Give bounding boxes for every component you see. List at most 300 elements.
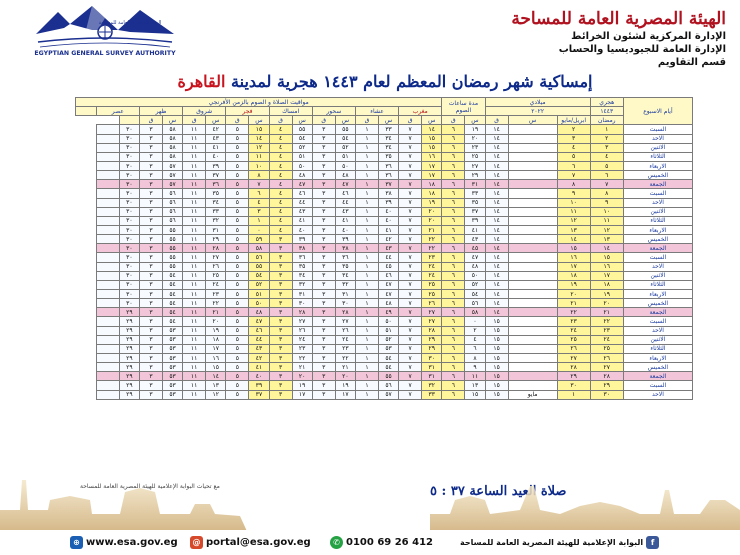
table-row	[76, 381, 693, 390]
cell-isha-m: ٣٦	[378, 161, 398, 170]
cell-imsak-h: ٣	[312, 198, 335, 207]
cell-suhoor-m: ٣٤	[335, 271, 355, 280]
cell-maghrib-m: ٢٩	[422, 335, 442, 344]
cell-maghrib-m: ٣٠	[422, 353, 442, 362]
cell-hijri: ١٠	[590, 207, 623, 216]
cell-fajr-m: ٤٧	[249, 317, 269, 326]
cell-fajr-h: ٣	[269, 253, 292, 262]
cell-dhuhr-m: ٥٣	[162, 390, 182, 399]
sub-suhoor-s: س	[378, 116, 398, 125]
cell-shorouk-m: ٣٧	[206, 171, 226, 180]
cell-month	[508, 271, 557, 280]
cell-dhuhr-m: ٥٦	[162, 207, 182, 216]
cell-imsak-m: ٤٠	[292, 225, 312, 234]
cell-dhuhr-h: ١١	[183, 143, 206, 152]
cell-miladi: ٢	[557, 125, 590, 134]
sub-fajr-s: س	[292, 116, 312, 125]
cell-shorouk-m: ٣٣	[206, 207, 226, 216]
cell-dhuhr-h: ١١	[183, 207, 206, 216]
cell-suhoor-h: ١	[355, 235, 378, 244]
cell-maghrib-h: ٦	[442, 161, 465, 170]
sub-asr-q: ق	[139, 116, 162, 125]
footer-facebook[interactable]: f البوابة الإعلامية للهيئة المصرية العامة للمساحة	[460, 536, 659, 549]
cell-imsak-h: ٣	[312, 381, 335, 390]
cell-maghrib-m: ٢٩	[422, 344, 442, 353]
cell-miladi: ٢١	[557, 299, 590, 308]
cell-duration-m: ٢٥	[465, 152, 485, 161]
sub-isha-q: ق	[399, 116, 422, 125]
org-sub-3: قسم التقاويم	[657, 57, 726, 68]
cell-dhuhr-m: ٥٥	[162, 253, 182, 262]
cell-isha-m: ٤٤	[378, 253, 398, 262]
table-row	[76, 189, 693, 198]
cell-dhuhr-h: ١١	[183, 353, 206, 362]
col-dhuhr-header: ظهر	[139, 107, 182, 116]
cell-maghrib-h: ٦	[442, 262, 465, 271]
cell-maghrib-m: ٣٢	[422, 381, 442, 390]
cell-maghrib-m: ٢٨	[422, 326, 442, 335]
cell-isha-m: ٥٤	[378, 353, 398, 362]
cell-maghrib-h: ٦	[442, 299, 465, 308]
cell-fajr-m: ٤٦	[249, 326, 269, 335]
cell-maghrib-h: ٦	[442, 125, 465, 134]
cell-day: الخميس	[623, 235, 692, 244]
cell-maghrib-h: ٦	[442, 198, 465, 207]
cell-suhoor-h: ١	[355, 353, 378, 362]
cell-dhuhr-h: ١١	[183, 280, 206, 289]
cell-isha-m: ٤٥	[378, 262, 398, 271]
col-hijri-header: هجري	[590, 98, 623, 107]
cell-fajr-h: ٣	[269, 372, 292, 381]
table-row	[76, 161, 693, 170]
cell-hijri: ١٤	[590, 244, 623, 253]
cell-day: السبت	[623, 189, 692, 198]
cairo-skyline-image	[0, 470, 740, 538]
cell-miladi: ٤	[557, 143, 590, 152]
cell-imsak-h: ٣	[312, 289, 335, 298]
cell-fajr-m: ٦	[249, 189, 269, 198]
cell-dhuhr-m: ٥٤	[162, 280, 182, 289]
table-row	[76, 289, 693, 298]
cell-hijri: ٣٠	[590, 390, 623, 399]
cell-suhoor-h: ١	[355, 262, 378, 271]
cell-hijri: ١	[590, 125, 623, 134]
cell-month	[508, 372, 557, 381]
cell-day: الجمعة	[623, 244, 692, 253]
cell-duration-h: ١٤	[485, 171, 508, 180]
cell-maghrib-m: ١٥	[422, 143, 442, 152]
cell-shorouk-m: ١٤	[206, 372, 226, 381]
cell-asr-h: ٣	[139, 289, 162, 298]
cell-suhoor-m: ٥٢	[335, 143, 355, 152]
cell-suhoor-m: ٢٤	[335, 335, 355, 344]
cell-maghrib-h: ٦	[442, 216, 465, 225]
cell-shorouk-m: ٢٤	[206, 280, 226, 289]
cell-imsak-h: ٣	[312, 143, 335, 152]
cell-imsak-h: ٣	[312, 161, 335, 170]
cell-isha-h: ٧	[399, 344, 422, 353]
cell-shorouk-m: ١٥	[206, 363, 226, 372]
cell-isha-m: ٥٣	[378, 344, 398, 353]
cell-asr-h: ٣	[139, 253, 162, 262]
cell-suhoor-h: ١	[355, 344, 378, 353]
cell-maghrib-m: ٢١	[422, 225, 442, 234]
cell-asr-m: ٣٠	[119, 280, 139, 289]
cell-isha-m: ٤٩	[378, 308, 398, 317]
cell-shorouk-h: ٥	[226, 344, 249, 353]
cell-blank	[96, 134, 119, 143]
cell-dhuhr-m: ٥٧	[162, 180, 182, 189]
cell-dhuhr-m: ٥٨	[162, 143, 182, 152]
cell-suhoor-m: ٤٨	[335, 171, 355, 180]
cell-hijri: ١٣	[590, 235, 623, 244]
cell-blank	[96, 198, 119, 207]
title-city: القاهرة	[177, 72, 226, 91]
table-row	[76, 317, 693, 326]
cell-isha-h: ٧	[399, 180, 422, 189]
cell-month	[508, 308, 557, 317]
cell-dhuhr-m: ٥٨	[162, 134, 182, 143]
cell-dhuhr-h: ١١	[183, 390, 206, 399]
cell-maghrib-h: ٦	[442, 152, 465, 161]
cell-imsak-m: ٣٥	[292, 262, 312, 271]
table-row	[76, 143, 693, 152]
cell-blank	[96, 289, 119, 298]
cell-duration-m: ٩	[465, 363, 485, 372]
cell-fajr-h: ٤	[269, 125, 292, 134]
cell-miladi: ١	[557, 390, 590, 399]
cell-asr-m: ٣٠	[119, 125, 139, 134]
cell-asr-m: ٣٠	[119, 244, 139, 253]
cell-maghrib-h: ٦	[442, 317, 465, 326]
cell-imsak-h: ٣	[312, 308, 335, 317]
cell-fajr-h: ٤	[269, 152, 292, 161]
cell-imsak-m: ٤٨	[292, 171, 312, 180]
cell-shorouk-h: ٥	[226, 235, 249, 244]
cell-fajr-m: ١٥	[249, 125, 269, 134]
cell-shorouk-h: ٥	[226, 390, 249, 399]
cell-shorouk-h: ٥	[226, 326, 249, 335]
cell-imsak-m: ٢٦	[292, 326, 312, 335]
cell-shorouk-h: ٥	[226, 152, 249, 161]
cell-imsak-m: ٤٦	[292, 189, 312, 198]
cell-fajr-m: ٥٨	[249, 244, 269, 253]
cell-isha-h: ٧	[399, 335, 422, 344]
cell-fajr-h: ٣	[269, 308, 292, 317]
cell-month	[508, 207, 557, 216]
cell-miladi: ٩	[557, 189, 590, 198]
cell-imsak-h: ٣	[312, 152, 335, 161]
cell-shorouk-m: ١٦	[206, 353, 226, 362]
cell-duration-m: ١١	[465, 372, 485, 381]
cell-asr-h: ٣	[139, 317, 162, 326]
cell-fajr-h: ٤	[269, 171, 292, 180]
table-row	[76, 299, 693, 308]
cell-isha-h: ٧	[399, 171, 422, 180]
cell-fajr-h: ٣	[269, 244, 292, 253]
table-row	[76, 180, 693, 189]
cell-asr-m: ٢٩	[119, 335, 139, 344]
cell-shorouk-h: ٥	[226, 289, 249, 298]
cell-suhoor-h: ١	[355, 125, 378, 134]
cell-hijri: ٢٨	[590, 372, 623, 381]
table-row	[76, 244, 693, 253]
sub-dhuhr-q: ق	[183, 116, 206, 125]
cell-maghrib-h: ٦	[442, 372, 465, 381]
cell-suhoor-m: ٣١	[335, 289, 355, 298]
title-text: إمساكية شهر رمضان المعظم لعام ١٤٤٣ هجرية لمدينة	[231, 72, 593, 91]
cell-suhoor-m: ٤٣	[335, 207, 355, 216]
cell-fajr-h: ٤	[269, 161, 292, 170]
cell-fajr-h: ٤	[269, 134, 292, 143]
cell-suhoor-h: ١	[355, 143, 378, 152]
cell-suhoor-m: ٣٥	[335, 262, 355, 271]
org-header	[426, 8, 726, 69]
cell-shorouk-m: ١٩	[206, 326, 226, 335]
cell-dhuhr-m: ٥٣	[162, 335, 182, 344]
cell-miladi: ٢٩	[557, 372, 590, 381]
cell-miladi: ١٦	[557, 253, 590, 262]
cell-suhoor-m: ٢٢	[335, 353, 355, 362]
cell-dhuhr-h: ١١	[183, 198, 206, 207]
cell-shorouk-m: ١٣	[206, 381, 226, 390]
cell-asr-h: ٣	[139, 271, 162, 280]
cell-shorouk-h: ٥	[226, 161, 249, 170]
cell-maghrib-h: ٦	[442, 189, 465, 198]
cell-maghrib-h: ٦	[442, 253, 465, 262]
cell-dhuhr-h: ١١	[183, 244, 206, 253]
cell-shorouk-m: ١٨	[206, 335, 226, 344]
cell-blank	[96, 171, 119, 180]
cell-dhuhr-h: ١١	[183, 189, 206, 198]
cell-duration-h: ١٤	[485, 161, 508, 170]
cell-suhoor-m: ٢١	[335, 363, 355, 372]
sub-ramadan: رمضان	[590, 116, 623, 125]
cell-miladi: ٢٤	[557, 326, 590, 335]
cell-fajr-h: ٣	[269, 390, 292, 399]
cell-isha-h: ٧	[399, 372, 422, 381]
sub-imsak-s: س	[335, 116, 355, 125]
cell-hijri: ٧	[590, 180, 623, 189]
cell-duration-m: ٢٠	[465, 134, 485, 143]
cell-miladi: ٢٣	[557, 317, 590, 326]
table-row	[76, 198, 693, 207]
cell-asr-m: ٣٠	[119, 161, 139, 170]
cell-miladi: ٢٥	[557, 335, 590, 344]
cell-fajr-m: ١١	[249, 152, 269, 161]
sub-fajr-q: ق	[269, 116, 292, 125]
cell-maghrib-h: ٦	[442, 271, 465, 280]
cell-duration-m: ٤٣	[465, 235, 485, 244]
cell-day: الاثنين	[623, 335, 692, 344]
cell-blank	[96, 180, 119, 189]
footer-website[interactable]: ⊕ www.esa.gov.eg	[70, 536, 178, 549]
cell-duration-m: ٤٥	[465, 244, 485, 253]
cell-duration-h: ١٥	[485, 363, 508, 372]
cell-blank	[96, 271, 119, 280]
cell-fajr-m: ١٤	[249, 134, 269, 143]
cell-fajr-m: ٧	[249, 180, 269, 189]
cell-suhoor-m: ٣٨	[335, 244, 355, 253]
cell-shorouk-h: ٥	[226, 317, 249, 326]
sub-maghrib-s: س	[465, 116, 485, 125]
cell-hijri: ٢٧	[590, 363, 623, 372]
cell-suhoor-m: ٥٠	[335, 161, 355, 170]
cell-imsak-h: ٣	[312, 171, 335, 180]
cell-fajr-h: ٤	[269, 189, 292, 198]
cell-isha-m: ٥٧	[378, 390, 398, 399]
footer-email[interactable]: @ portal@esa.gov.eg	[190, 536, 311, 549]
sub-dhuhr-s: س	[206, 116, 226, 125]
cell-day: السبت	[623, 125, 692, 134]
cell-suhoor-h: ١	[355, 372, 378, 381]
cell-imsak-h: ٣	[312, 262, 335, 271]
cell-miladi: ٣	[557, 134, 590, 143]
cell-isha-h: ٧	[399, 225, 422, 234]
cell-imsak-m: ٥٠	[292, 161, 312, 170]
cell-asr-h: ٣	[139, 189, 162, 198]
cell-asr-m: ٢٩	[119, 372, 139, 381]
cell-day: الثلاثاء	[623, 216, 692, 225]
cell-maghrib-h: ٦	[442, 363, 465, 372]
cell-asr-h: ٣	[139, 280, 162, 289]
cell-fajr-m: ٤٣	[249, 344, 269, 353]
globe-icon: ⊕	[70, 536, 83, 549]
cell-fajr-h: ٣	[269, 381, 292, 390]
cell-asr-m: ٣٠	[119, 289, 139, 298]
cell-dhuhr-m: ٥٧	[162, 161, 182, 170]
cell-duration-h: ١٤	[485, 143, 508, 152]
cell-month	[508, 363, 557, 372]
cell-month	[508, 299, 557, 308]
cell-duration-m: ٣١	[465, 180, 485, 189]
cell-fajr-m: ٤٠	[249, 372, 269, 381]
cell-dhuhr-h: ١١	[183, 216, 206, 225]
cell-asr-m: ٣٠	[119, 299, 139, 308]
cell-dhuhr-h: ١١	[183, 180, 206, 189]
cell-asr-h: ٣	[139, 207, 162, 216]
cell-blank	[96, 125, 119, 134]
cell-isha-m: ٣٥	[378, 152, 398, 161]
cell-duration-h: ١٥	[485, 381, 508, 390]
cell-isha-h: ٧	[399, 125, 422, 134]
cell-isha-h: ٧	[399, 317, 422, 326]
cell-duration-m: ٤٨	[465, 262, 485, 271]
cell-hijri: ٢٥	[590, 344, 623, 353]
table-row	[76, 225, 693, 234]
table-row	[76, 125, 693, 134]
cell-maghrib-m: ٢٣	[422, 253, 442, 262]
cell-suhoor-m: ٥٥	[335, 125, 355, 134]
cell-shorouk-h: ٥	[226, 253, 249, 262]
cell-asr-h: ٣	[139, 244, 162, 253]
cell-imsak-h: ٣	[312, 390, 335, 399]
cell-duration-m: ٤	[465, 335, 485, 344]
cell-month	[508, 189, 557, 198]
sub-shorouk-q: ق	[226, 116, 249, 125]
cell-maghrib-h: ٦	[442, 308, 465, 317]
cell-shorouk-h: ٥	[226, 308, 249, 317]
cell-isha-m: ٥٦	[378, 381, 398, 390]
cell-dhuhr-h: ١١	[183, 299, 206, 308]
cell-suhoor-m: ٤٠	[335, 225, 355, 234]
cell-shorouk-m: ٢٩	[206, 235, 226, 244]
footer-phone[interactable]: ✆ 0100 69 26 412	[330, 536, 433, 549]
cell-maghrib-h: ٦	[442, 381, 465, 390]
cell-dhuhr-m: ٥٨	[162, 152, 182, 161]
cell-shorouk-m: ٤٣	[206, 134, 226, 143]
cell-imsak-m: ٣٩	[292, 235, 312, 244]
cell-isha-h: ٧	[399, 161, 422, 170]
cell-dhuhr-h: ١١	[183, 326, 206, 335]
cell-suhoor-m: ٥١	[335, 152, 355, 161]
cell-duration-m: ٥٦	[465, 299, 485, 308]
cell-maghrib-m: ١٨	[422, 180, 442, 189]
table-row	[76, 372, 693, 381]
cell-imsak-m: ٢٢	[292, 353, 312, 362]
cell-blank	[96, 143, 119, 152]
cell-imsak-h: ٣	[312, 189, 335, 198]
cell-blank	[96, 152, 119, 161]
cell-duration-m: ٥٢	[465, 280, 485, 289]
cell-imsak-m: ٢٣	[292, 344, 312, 353]
col-shorouk-header: شروق	[183, 107, 226, 116]
cell-month	[508, 235, 557, 244]
cell-duration-h: ١٤	[485, 244, 508, 253]
cell-isha-h: ٧	[399, 280, 422, 289]
cell-hijri: ١٩	[590, 289, 623, 298]
email-icon: @	[190, 536, 203, 549]
cell-asr-h: ٣	[139, 125, 162, 134]
cell-day: الاحد	[623, 326, 692, 335]
cell-maghrib-h: ٦	[442, 344, 465, 353]
cell-imsak-h: ٣	[312, 335, 335, 344]
cell-blank	[96, 207, 119, 216]
cell-fajr-m: ٥٩	[249, 235, 269, 244]
cell-imsak-h: ٣	[312, 344, 335, 353]
cell-isha-m: ٣٨	[378, 189, 398, 198]
cell-miladi: ٢٦	[557, 344, 590, 353]
cell-imsak-h: ٣	[312, 280, 335, 289]
cell-dhuhr-h: ١١	[183, 308, 206, 317]
cell-duration-m: ٣٧	[465, 207, 485, 216]
cell-maghrib-m: ٢٧	[422, 308, 442, 317]
cell-duration-h: ١٤	[485, 189, 508, 198]
credits-note: مع تحيات البوابة الإعلامية للهيئة المصرية العامة للمساحة	[80, 483, 220, 490]
cell-asr-h: ٣	[139, 235, 162, 244]
cell-dhuhr-m: ٥٥	[162, 262, 182, 271]
cell-imsak-h: ٣	[312, 216, 335, 225]
cell-shorouk-m: ٢١	[206, 308, 226, 317]
cell-dhuhr-h: ١١	[183, 381, 206, 390]
cell-dhuhr-h: ١١	[183, 363, 206, 372]
cell-suhoor-h: ١	[355, 317, 378, 326]
eid-prayer-time: صلاة العيد الساعة ٣٧ : ٥	[430, 484, 567, 499]
cell-month: مايو	[508, 390, 557, 399]
cell-suhoor-m: ٤٤	[335, 198, 355, 207]
cell-blank	[96, 335, 119, 344]
cell-imsak-m: ٢٠	[292, 372, 312, 381]
cell-imsak-m: ١٧	[292, 390, 312, 399]
cell-imsak-h: ٣	[312, 363, 335, 372]
cell-day: الثلاثاء	[623, 344, 692, 353]
cell-imsak-h: ٣	[312, 180, 335, 189]
cell-maghrib-m: ٣٣	[422, 390, 442, 399]
cell-shorouk-h: ٥	[226, 225, 249, 234]
cell-hijri: ٢٢	[590, 317, 623, 326]
cell-fajr-m: ٥٤	[249, 271, 269, 280]
cell-dhuhr-m: ٥٣	[162, 381, 182, 390]
